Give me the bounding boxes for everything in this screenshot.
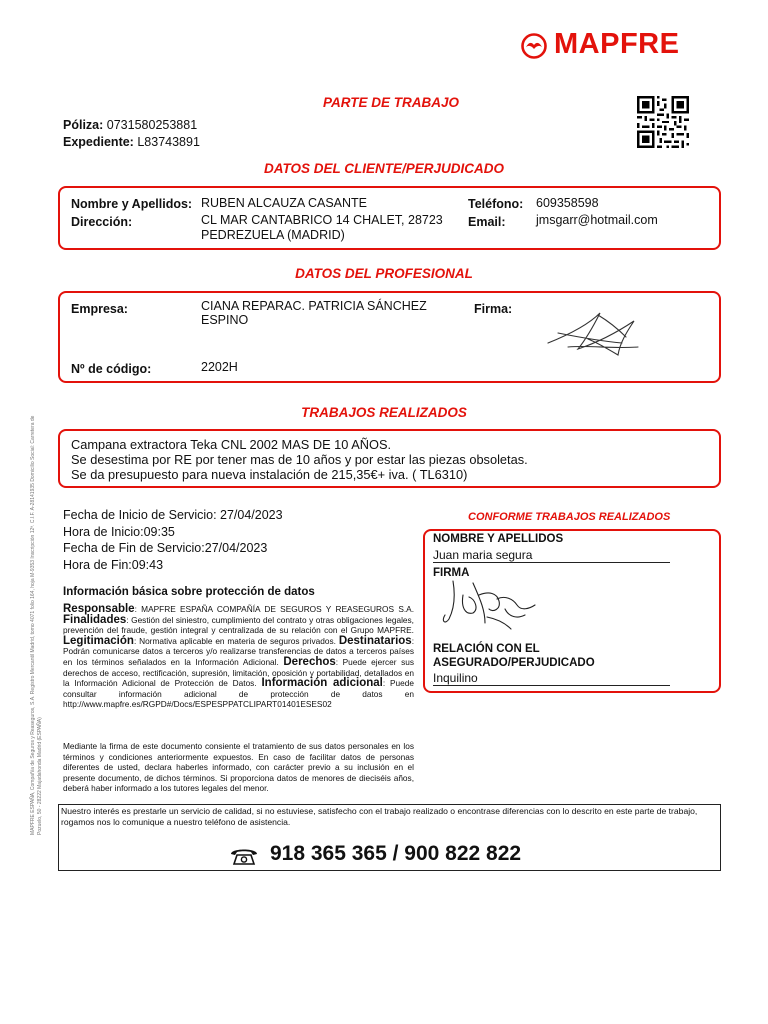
service-end-time: Hora de Fin:09:43	[63, 557, 164, 572]
case-label: Expediente:	[63, 135, 134, 149]
service-start-time: Hora de Inicio:09:35	[63, 524, 175, 539]
code-value: 2202H	[201, 360, 238, 374]
finalidades-label: Finalidades	[63, 613, 127, 626]
service-times	[63, 507, 283, 573]
mapfre-emblem-icon	[520, 32, 548, 60]
relation-label-line-2: ASEGURADO/PERJUDICADO	[433, 657, 595, 669]
work-section-title: TRABAJOS REALIZADOS	[301, 405, 467, 420]
case-number: L83743891	[137, 135, 200, 149]
service-end-date: Fecha de Fin de Servicio:27/04/2023	[63, 541, 268, 555]
conforme-title: CONFORME TRABAJOS REALIZADOS	[468, 511, 671, 523]
relation-label-line-1: RELACIÓN CON EL	[433, 643, 540, 655]
work-line-2: Se desestima por RE por tener mas de 10 años y por estar las piezas obsoletas.	[71, 452, 528, 467]
professional-box	[58, 291, 721, 383]
finalidades-text: : Gestión del siniestro, cumplimiento del contrato y otras obligaciones legales, prevención del fraude, gestión integral y centralizada de su relación con el Grupo MAPFRE.	[63, 614, 414, 636]
client-address-value	[201, 213, 443, 243]
company-value	[201, 299, 427, 327]
brand-name: MAPFRE	[554, 28, 680, 60]
client-address-label: Dirección:	[71, 215, 133, 229]
document-title: PARTE DE TRABAJO	[323, 95, 460, 110]
policy-line	[63, 118, 197, 132]
legitimacion-text: : Normativa aplicable en materia de seguros privados.	[133, 635, 336, 646]
client-section-title: DATOS DEL CLIENTE/PERJUDICADO	[263, 161, 505, 176]
professional-section-title: DATOS DEL PROFESIONAL	[295, 266, 473, 281]
destinatarios-label: Destinatarios	[338, 634, 412, 647]
conforme-box	[423, 529, 721, 693]
mapfre-logo	[520, 28, 724, 61]
professional-signature	[538, 303, 656, 361]
client-address-line-1: CL MAR CANTABRICO 14 CHALET, 28723	[201, 213, 443, 227]
code-label: Nº de código:	[71, 362, 152, 376]
footer-phone-numbers: 918 365 365 / 900 822 822	[270, 842, 522, 865]
conforme-name-value: Juan maria segura	[433, 548, 670, 563]
client-box	[58, 186, 721, 250]
consent-text: Mediante la firma de este documento consiente el tratamiento de sus datos personales en los términos y condiciones anteriormente expuestos. En caso de facilitar datos de personas diferentes de usted, declara haberles informado, con carácter previo a su inclusión en el presente documento, de dichos términos. Si proporciona datos de menores de dieciséis años, deberá haber informado a los tutores legales del menor.	[63, 741, 414, 794]
info-adicional-text: : Puede consultar información adicional de protección de datos en http://www.mapfre.es/RGPD#/Docs/ESPESPPATCLIPART01401ESES02	[63, 678, 415, 710]
destinatarios-text: : Podrán comunicarse datos a terceros y/o realizarse transferencias de datos a terceros países en los términos señalados en la Información Adicional.	[63, 635, 414, 667]
qr-code	[637, 96, 689, 148]
info-adicional-label: Información adicional	[261, 677, 383, 690]
footer-box	[58, 804, 721, 871]
footer-notice: Nuestro interés es prestarle un servicio de calidad, si no estuviese, satisfecho con el trabajo realizado o encontrase diferencias con lo descrito en este parte de trabajo, rogamos nos lo comunique a nuestro teléfono de asistencia.	[61, 806, 698, 827]
conforme-firma-label: FIRMA	[433, 567, 470, 579]
case-line	[63, 135, 200, 149]
professional-signature-label: Firma:	[474, 302, 513, 316]
company-label: Empresa:	[71, 302, 128, 316]
client-signature	[439, 573, 549, 637]
telephone-icon	[229, 846, 259, 866]
work-line-1: Campana extractora Teka CNL 2002 MAS DE 10 AÑOS.	[71, 437, 392, 452]
client-name-value: RUBEN ALCAUZA CASANTE	[201, 196, 368, 210]
policy-label: Póliza:	[63, 118, 104, 132]
derechos-label: Derechos	[283, 655, 336, 668]
side-legal-text: MAPFRE ESPAÑA, Compañía de Seguros y Reaseguros, S.A. Registro Mercantil Madrid, tomo 4071 folio 164, hoja M-9353 Inscripción 12ª. C.I.F. A-28141935 Domicilio Social: Carretera de Pozuelo, 50 - 28222 Majadahonda Madrid (ESPAÑA)	[30, 415, 43, 835]
legitimacion-label: Legitimación	[63, 634, 134, 647]
work-description	[71, 437, 528, 482]
privacy-heading: Información básica sobre protección de datos	[63, 586, 315, 598]
work-line-3: Se da presupuesto para nueva instalación de 215,35€+ iva. ( TL6310)	[71, 467, 468, 482]
conforme-name-label: NOMBRE Y APELLIDOS	[433, 533, 564, 545]
client-email-value: jmsgarr@hotmail.com	[536, 213, 658, 227]
relation-label	[433, 642, 595, 670]
client-email-label: Email:	[468, 215, 506, 229]
work-box	[58, 429, 721, 488]
policy-number: 0731580253881	[106, 118, 198, 132]
privacy-text	[63, 604, 414, 710]
relation-value: Inquilino	[433, 671, 670, 686]
company-line-1: CIANA REPARAC. PATRICIA SÁNCHEZ	[201, 299, 427, 313]
client-phone-label: Teléfono:	[468, 197, 524, 211]
responsable-label: Responsable	[63, 603, 135, 615]
service-start-date: Fecha de Inicio de Servicio: 27/04/2023	[63, 508, 283, 522]
client-address-line-2: PEDREZUELA (MADRID)	[201, 228, 345, 242]
company-line-2: ESPINO	[201, 313, 249, 327]
client-name-label: Nombre y Apellidos:	[71, 197, 193, 211]
client-phone-value: 609358598	[536, 196, 599, 210]
derechos-text: : Puede ejercer sus derechos de acceso, rectificación, supresión, limitación, oposición y portabilidad, detallados en la Información Adicional de Protección de Datos.	[63, 656, 414, 689]
responsable-text: : MAPFRE ESPAÑA COMPAÑÍA DE SEGUROS Y REASEGUROS S.A.	[134, 604, 414, 614]
